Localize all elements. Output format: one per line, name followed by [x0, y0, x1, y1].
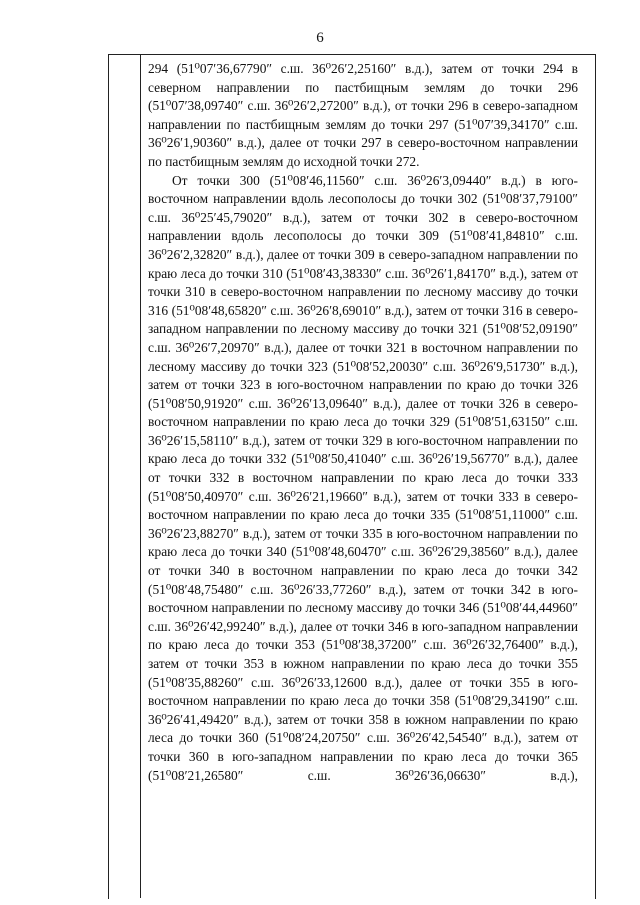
paragraph-boundary-description: От точки 300 (51⁰08′46,11560″ с.ш. 36⁰26′3,09440″ в.д.) в юго-восточном направлении вдоль лесополосы до точки 302 (51⁰08′37,79100″ с.ш. 36⁰25′45,79020″ в.д.), затем от точки 302 в северо-восточном направлении вдоль лесополосы до точки 309 (51⁰08′41,84810″ с.ш. 36⁰26′2,32820″ в.д.), далее от точки 309 в северо-западном направлении по краю леса до точки 310 (51⁰08′43,38330″ с.ш. 36⁰26′1,84170″ в.д.), затем от точки 310 в северо-восточном направлении по лесному массиву до точки 316 (51⁰08′48,65820″ с.ш. 36⁰26′8,69010″ в.д.), затем от точки 316 в северо-западном направлении по лесному массиву до точки 321 (51⁰08′52,09190″ с.ш. 36⁰26′7,20970″ в.д.), далее от точки 321 в восточном направлении по лесному массиву до точки 323 (51⁰08′52,20030″ с.ш. 36⁰26′9,51730″ в.д.), затем от точки 323 в юго-восточном направлении по краю до точки 326 (51⁰08′50,91920″ с.ш. 36⁰26′13,09640″ в.д.), далее от точки 326 в северо-восточном направлении по краю леса до точки 329 (51⁰08′51,63150″ с.ш. 36⁰26′15,58110″ в.д.), затем от точки 329 в юго-восточном направлении по краю леса до точки 332 (51⁰08′50,41040″ с.ш. 36⁰26′19,56770″ в.д.), далее от точки 332 в восточном направлении по краю леса до точки 333 (51⁰08′50,40970″ с.ш. 36⁰26′21,19660″ в.д.), затем от точки 333 в северо-восточном направлении по краю леса до точки 335 (51⁰08′51,11000″ с.ш. 36⁰26′23,88270″ в.д.), затем от точки 335 в юго-восточном направлении по краю леса до точки 340 (51⁰08′48,60470″ с.ш. 36⁰26′29,38560″ в.д.), далее от точки 340 в восточном направлении по краю леса до точки 342 (51⁰08′48,75480″ с.ш. 36⁰26′33,77260″ в.д.), затем от точки 342 в юго-восточном направлении по лесному массиву до точки 346 (51⁰08′44,44960″ с.ш. 36⁰26′42,99240″ в.д.), далее от точки 346 в юго-западном направлении по краю леса до точки 353 (51⁰08′38,37200″ с.ш. 36⁰26′32,76400″ в.д.), затем от точки 353 в южном направлении по краю леса до точки 355 (51⁰08′35,88260″ с.ш. 36⁰26′33,12600 в.д.), далее от точки 355 в юго-восточном направлении по краю леса до точки 358 (51⁰08′29,34190″ с.ш. 36⁰26′41,49420″ в.д.), затем от точки 358 в южном направлении по краю леса до точки 360 (51⁰08′24,20750″ с.ш. 36⁰26′42,54540″ в.д.), затем от точки 360 в юго-западном направлении по краю леса до точки 365 (51⁰08′21,26580″ с.ш. 36⁰26′36,06630″ в.д.),	[148, 172, 578, 783]
paragraph-continuation: 294 (51⁰07′36,67790″ с.ш. 36⁰26′2,25160″ в.д.), затем от точки 294 в северном направлении по пастбищным землям до точки 296 (51⁰07′38,09740″ с.ш. 36⁰26′2,27200″ в.д.), от точки 296 в северо-западном направлении по пастбищным землям до точки 297 (51⁰07′39,34170″ с.ш. 36⁰26′1,90360″ в.д.), далее от точки 297 в северо-восточном направлении по пастбищным землям до исходной точки 272.	[148, 61, 578, 169]
document-body	[148, 60, 578, 785]
page-number: 6	[316, 30, 324, 46]
column-divider	[140, 54, 141, 898]
